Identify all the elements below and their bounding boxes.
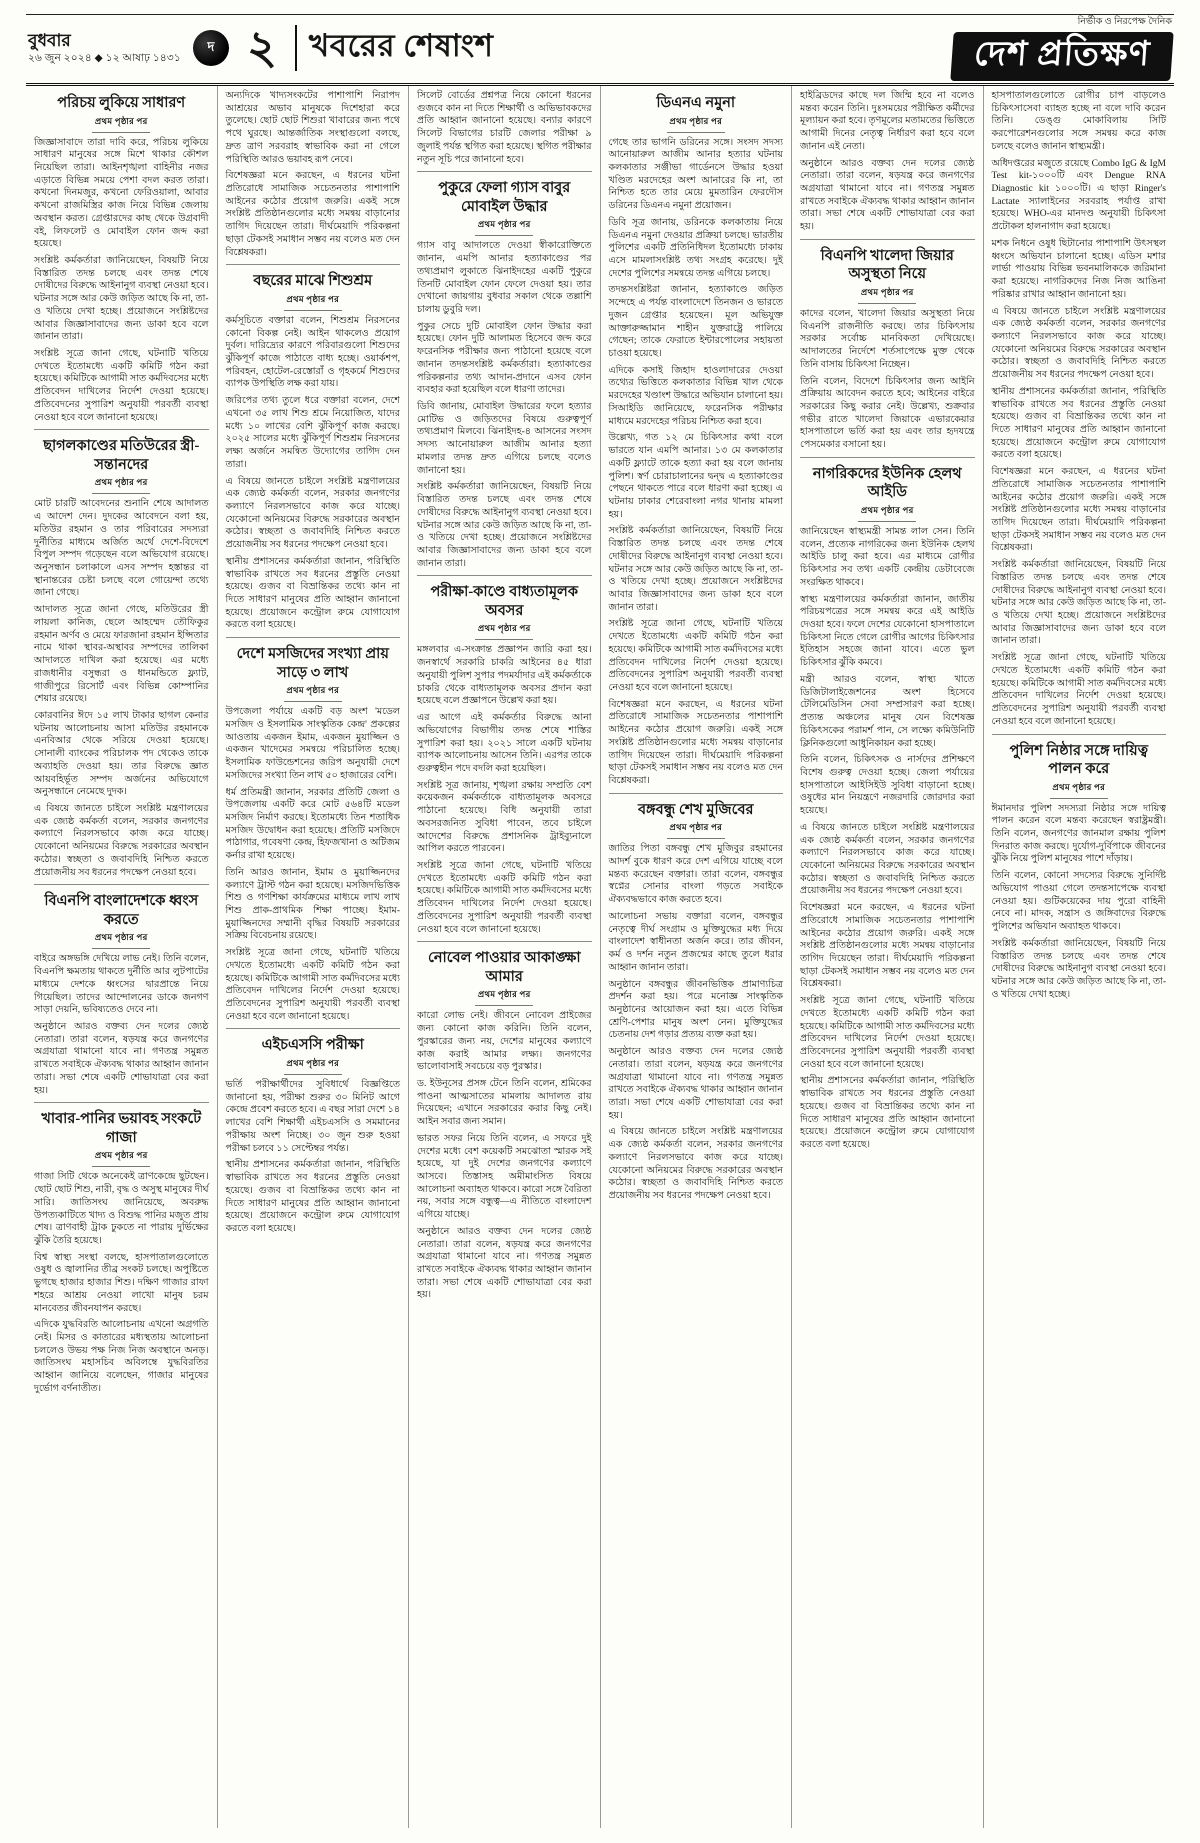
column-4 xyxy=(601,86,793,1828)
article-paragraph: এ বিষয়ে জানতে চাইলে সংশ্লিষ্ট মন্ত্রণালয়ের এক জ্যেষ্ঠ কর্মকর্তা বলেন, সরকার জনগণের কল্যাণে নিরলসভাবে কাজ করে যাচ্ছে। যেকোনো অনিয়মের বিরুদ্ধে সরকারের অবস্থান কঠোর। স্বচ্ছতা ও জবাবদিহি নিশ্চিত করতে প্রয়োজনীয় সব ধরনের পদক্ষেপ নেওয়া হবে। xyxy=(800,822,975,897)
page-number: ২ xyxy=(246,22,277,73)
continued-from-label: প্রথম পৃষ্ঠার পর xyxy=(417,218,592,236)
article xyxy=(417,575,592,936)
section-title: খবরের শেষাংশ xyxy=(308,28,494,63)
article-paragraph: স্থানীয় প্রশাসনের কর্মকর্তারা জানান, পরিস্থিতি স্বাভাবিক রাখতে সব ধরনের প্রস্তুতি নেওয়া হয়েছে। গুজব বা বিভ্রান্তিকর তথ্যে কান না দিতে সাধারণ মানুষের প্রতি আহ্বান জানানো হয়েছে। প্রয়োজনে কন্ট্রোল রুমে যোগাযোগ করতে বলা হয়েছে। xyxy=(991,386,1166,461)
article-paragraph: অনুষ্ঠানে আরও বক্তব্য দেন দলের জ্যেষ্ঠ নেতারা। তারা বলেন, ষড়যন্ত্র করে জনগণের অগ্রযাত্রা থামানো যাবে না। গণতন্ত্র সমুন্নত রাখতে সবাইকে ঐক্যবদ্ধ থাকার আহ্বান জানান তারা। সভা শেষে একটি শোভাযাত্রা বের করা হয়। xyxy=(608,1047,783,1121)
continued-from-label: প্রথম পৃষ্ঠার পর xyxy=(992,781,1167,799)
article-paragraph: উপজেলা পর্যায়ে একটি বড় অংশ 'মডেল মসজিদ ও ইসলামিক সাংস্কৃতিক কেন্দ্র' প্রকল্পের আওতায় একজন ইমাম, একজন মুয়াজ্জিন ও একজন খাদেমের সমন্বয়ে পরিচালিত হচ্ছে। ইসলামিক ফাউন্ডেশনের জরিপ অনুযায়ী দেশে মসজিদের সংখ্যা তিন লাখ ৫০ হাজারের বেশি। xyxy=(225,707,400,781)
article-paragraph: ভারত সফর নিয়ে তিনি বলেন, এ সফরে দুই দেশের মধ্যে বেশ কয়েকটি সমঝোতা স্মারক সই হয়েছে, যা দুই দেশের জনগণের কল্যাণে আসবে। তিস্তাসহ অমীমাংসিত বিষয়ে আলোচনা অব্যাহত থাকবে। কারো সঙ্গে বৈরিতা নয়, সবার সঙ্গে বন্ধুত্ব—এ নীতিতে বাংলাদেশ এগিয়ে যাচ্ছে। xyxy=(417,1133,592,1221)
continued-from-label: প্রথম পৃষ্ঠার পর xyxy=(609,115,784,133)
article-paragraph: তিনি বলেন, চিকিৎসক ও নার্সদের প্রশিক্ষণে বিশেষ গুরুত্ব দেওয়া হচ্ছে। জেলা পর্যায়ের হাসপাতালে আইসিইউ সুবিধা বাড়ানো হচ্ছে। ওষুধের মান নিয়ন্ত্রণে নজরদারি জোরদার করা হয়েছে। xyxy=(800,755,975,817)
article-paragraph: হাইব্রিডদের কাছে দল জিম্মি হবে না বলেও মন্তব্য করেন তিনি। দুঃসময়ের পরীক্ষিত কর্মীদের মূল্যায়ন করা হবে। তৃণমূলের মতামতের ভিত্তিতে আগামী দিনের নেতৃত্ব নির্ধারণ করা হবে বলে জানান এই নেতা। xyxy=(800,91,975,152)
article xyxy=(800,457,975,1152)
paper-emblem-icon: দ xyxy=(193,30,229,66)
article-paragraph: এ বিষয়ে জানতে চাইলে সংশ্লিষ্ট মন্ত্রণালয়ের এক জ্যেষ্ঠ কর্মকর্তা বলেন, সরকার জনগণের কল্যাণে নিরলসভাবে কাজ করে যাচ্ছে। যেকোনো অনিয়মের বিরুদ্ধে সরকারের অবস্থান কঠোর। স্বচ্ছতা ও জবাবদিহি নিশ্চিত করতে প্রয়োজনীয় সব ধরনের পদক্ষেপ নেওয়া হবে। xyxy=(991,306,1166,381)
article-paragraph: ঈমানদার পুলিশ সদস্যরা নিষ্ঠার সঙ্গে দায়িত্ব পালন করেন বলে মন্তব্য করেছেন স্বরাষ্ট্রমন্ত্রী। তিনি বলেন, জনগণের জানমাল রক্ষায় পুলিশ দিনরাত কাজ করছে। দুর্যোগ-দুর্বিপাকে জীবনের ঝুঁকি নিয়ে পুলিশ মানুষের পাশে দাঁড়ায়। xyxy=(991,803,1166,865)
article xyxy=(226,637,401,1023)
article-paragraph: বিশেষজ্ঞরা মনে করছেন, এ ধরনের ঘটনা প্রতিরোধে সামাজিক সচেতনতার পাশাপাশি আইনের কঠোর প্রয়োগ জরুরি। একই সঙ্গে সংশ্লিষ্ট প্রতিষ্ঠানগুলোর মধ্যে সমন্বয় বাড়ানোর তাগিদ দিয়েছেন তারা। দীর্ঘমেয়াদি পরিকল্পনা ছাড়া টেকসই সমাধান সম্ভব নয় বলেও মত দেন বিশ্লেষকরা। xyxy=(991,467,1166,554)
article-paragraph: কর্মসূচিতে বক্তারা বলেন, শিশুশ্রম নিরসনের কোনো বিকল্প নেই। আইন থাকলেও প্রয়োগ দুর্বল। দারিদ্র্যের কারণে পরিবারগুলো শিশুদের ঝুঁকিপূর্ণ কাজে পাঠাতে বাধ্য হচ্ছে। ওয়ার্কশপ, পরিবহন, হোটেল-রেস্তোরাঁ ও গৃহকর্মে শিশুদের ব্যাপক উপস্থিতি লক্ষ করা যায়। xyxy=(225,315,400,390)
article-paragraph: কাদের বলেন, খালেদা জিয়ার অসুস্থতা নিয়ে বিএনপি রাজনীতি করছে। তার চিকিৎসায় সরকার সর্বোচ্চ মানবিকতা দেখিয়েছে। আদালতের নির্দেশে শর্তসাপেক্ষে মুক্ত থেকে তিনি বাসায় চিকিৎসা নিচ্ছেন। xyxy=(800,309,975,370)
article-paragraph: বিশেষজ্ঞরা মনে করছেন, এ ধরনের ঘটনা প্রতিরোধে সামাজিক সচেতনতার পাশাপাশি আইনের কঠোর প্রয়োগ জরুরি। একই সঙ্গে সংশ্লিষ্ট প্রতিষ্ঠানগুলোর মধ্যে সমন্বয় বাড়ানোর তাগিদ দিয়েছেন তারা। দীর্ঘমেয়াদি পরিকল্পনা ছাড়া টেকসই সমাধান সম্ভব নয় বলেও মত দেন বিশ্লেষকরা। xyxy=(800,903,975,990)
article-paragraph: এদিকে কসাই জিহাদ হাওলাদারের দেওয়া তথ্যের ভিত্তিতে কলকাতার বিভিন্ন খাল থেকে মরদেহের খণ্ডাংশ উদ্ধারে অভিযান চালানো হয়। সিআইডি জানিয়েছে, ফরেনসিক পরীক্ষার মাধ্যমে মরদেহের পরিচয় নিশ্চিত করা হবে। xyxy=(608,365,783,427)
continued-from-label: প্রথম পৃষ্ঠার পর xyxy=(34,115,209,133)
article-headline: এইচএসসি পরীক্ষা xyxy=(261,1037,364,1054)
article-continuation xyxy=(417,90,592,166)
article xyxy=(992,734,1167,1002)
masthead-tagline: নির্ভীক ও নিরপেক্ষ দৈনিক xyxy=(1077,17,1172,28)
article-paragraph: বিশেষজ্ঞরা মনে করছেন, এ ধরনের ঘটনা প্রতিরোধে সামাজিক সচেতনতার পাশাপাশি আইনের কঠোর প্রয়োগ জরুরি। একই সঙ্গে সংশ্লিষ্ট প্রতিষ্ঠানগুলোর মধ্যে সমন্বয় বাড়ানোর তাগিদ দিয়েছেন তারা। দীর্ঘমেয়াদি পরিকল্পনা ছাড়া টেকসই সমাধান সম্ভব নয় বলেও মত দেন বিশ্লেষকরা। xyxy=(225,171,400,258)
article-continuation xyxy=(800,90,975,234)
article-headline: বছরের মাঝে শিশুশ্রম xyxy=(253,273,373,290)
article-headline: বিএনপি খালেদা জিয়ার অসুস্থতা নিয়ে xyxy=(820,247,954,283)
article-paragraph: গাজা সিটি থেকে অনেকেই ত্রাণকেন্দ্রে ছুটছেন। ছোট ছোট শিশু, নারী, বৃদ্ধ ও অসুস্থ মানুষের দীর্ঘ সারি। জাতিসংঘ জানিয়েছে, অবরুদ্ধ উপত্যকাটিতে খাদ্য ও বিশুদ্ধ পানির মজুত প্রায় শেষ। ত্রাণবাহী ট্রাক ঢুকতে না পারায় দুর্ভিক্ষের ঝুঁকি তৈরি হয়েছে। xyxy=(34,1172,209,1246)
masthead-block xyxy=(952,15,1172,81)
article-paragraph: ড. ইউনূসের প্রসঙ্গ টেনে তিনি বলেন, শ্রমিকের পাওনা আত্মসাতের মামলায় আদালত রায় দিয়েছেন; এখানে সরকারের করার কিছু নেই। আইন সবার জন্য সমান। xyxy=(417,1078,592,1128)
article-paragraph: অন্যদিকে খাদ্যসংকটের পাশাপাশি নিরাপদ আশ্রয়ের অভাব মানুষকে দিশেহারা করে তুলেছে। ছোট ছোট শিশুরা খাবারের জন্য পথে পথে ঘুরছে। আন্তর্জাতিক সংস্থাগুলো বলছে, দ্রুত ত্রাণ সরবরাহ স্বাভাবিক করা না গেলে পরিস্থিতি আরও ভয়াবহ রূপ নেবে। xyxy=(225,91,400,165)
article-paragraph: জিজ্ঞাসাবাদে তারা দাবি করে, পরিচয় লুকিয়ে সাধারণ মানুষের সঙ্গে মিশে থাকার কৌশল নিয়েছিল তারা। আইনশৃঙ্খলা বাহিনীর নজর এড়াতে বিভিন্ন সময়ে পেশা বদল করত তারা। কখনো দিনমজুর, কখনো ফেরিওয়ালা, আবার কখনো রাজমিস্ত্রির কাজ নিয়ে বিভিন্ন জেলায় অবস্থান করত। গ্রেপ্তারদের কাছ থেকে উগ্রবাদী বই, লিফলেট ও মোবাইল ফোন জব্দ করা হয়েছে। xyxy=(34,137,209,250)
article-paragraph: কারো লোভ নেই। জীবনে নোবেল প্রাইজের জন্য কোনো কাজ করিনি। তিনি বলেন, পুরস্কারের জন্য নয়, দেশের মানুষের কল্যাণে কাজ করাই আমার লক্ষ্য। জনগণের ভালোবাসাই সবচেয়ে বড় পুরস্কার। xyxy=(417,1011,592,1073)
article-paragraph: ভর্তি পরীক্ষার্থীদের সুবিধার্থে বিজ্ঞপ্তিতে জানানো হয়, পরীক্ষা শুরুর ৩০ মিনিট আগে কেন্দ্রে প্রবেশ করতে হবে। এ বছর সারা দেশে ১৪ লাখের বেশি শিক্ষার্থী এইচএসসি ও সমমানের পরীক্ষায় অংশ নিচ্ছে। ৩০ জুন শুরু হওয়া পরীক্ষা চলবে ১১ সেপ্টেম্বর পর্যন্ত। xyxy=(225,1080,400,1154)
column-2 xyxy=(218,86,410,1828)
article-paragraph: সিলেট বোর্ডের প্রশ্নপত্র নিয়ে কোনো ধরনের গুজবে কান না দিতে শিক্ষার্থী ও অভিভাবকদের প্রতি আহ্বান জানানো হয়েছে। বন্যার কারণে সিলেট বিভাগের চারটি জেলার পরীক্ষা ৯ জুলাই পর্যন্ত স্থগিত করা হয়েছে। স্থগিত পরীক্ষার নতুন সূচি পরে জানানো হবে। xyxy=(417,91,592,165)
article-paragraph: তিনি বলেন, কোনো সদস্যের বিরুদ্ধে সুনির্দিষ্ট অভিযোগ পাওয়া গেলে তদন্তসাপেক্ষে ব্যবস্থা নেওয়া হয়। গুটিকয়েকের দায় পুরো বাহিনী নেবে না। মাদক, সন্ত্রাস ও জঙ্গিবাদের বিরুদ্ধে পুলিশের অভিযান অব্যাহত থাকবে। xyxy=(991,871,1166,933)
article-paragraph: সংশ্লিষ্ট কর্মকর্তারা জানিয়েছেন, বিষয়টি নিয়ে বিস্তারিত তদন্ত চলছে এবং তদন্ত শেষে দোষীদের বিরুদ্ধে আইনানুগ ব্যবস্থা নেওয়া হবে। ঘটনার সঙ্গে আর কেউ জড়িত আছে কি না, তা-ও খতিয়ে দেখা হচ্ছে। প্রয়োজনে সংশ্লিষ্টদের আবার জিজ্ঞাসাবাদের জন্য ডাকা হবে বলে জানান তারা। xyxy=(34,256,209,343)
article-headline: পুলিশ নিষ্ঠার সঙ্গে দায়িত্ব পালন করে xyxy=(1009,742,1149,778)
article-paragraph: তিনি বলেন, বিদেশে চিকিৎসার জন্য আইনি প্রক্রিয়ায় আবেদন করতে হবে; আইনের বাইরে সরকারের কিছু করার নেই। উল্লেখ্য, শুক্রবার গভীর রাতে খালেদা জিয়াকে এভারকেয়ার হাসপাতালে ভর্তি করা হয় এবং তার হৃদযন্ত্রে পেসমেকার বসানো হয়। xyxy=(800,376,975,451)
continued-from-label: প্রথম পৃষ্ঠার পর xyxy=(417,988,592,1006)
article-paragraph: অনুষ্ঠানে আরও বক্তব্য দেন দলের জ্যেষ্ঠ নেতারা। তারা বলেন, ষড়যন্ত্র করে জনগণের অগ্রযাত্রা থামানো যাবে না। গণতন্ত্র সমুন্নত রাখতে সবাইকে ঐক্যবদ্ধ থাকার আহ্বান জানান তারা। সভা শেষে একটি শোভাযাত্রা বের করা হয়। xyxy=(34,1021,209,1096)
article-paragraph: জানিয়েছেন স্বাস্থ্যমন্ত্রী সামন্ত লাল সেন। তিনি বলেন, প্রত্যেক নাগরিকের জন্য ইউনিক হেলথ আইডি চালু করা হবে। এর মাধ্যমে রোগীর চিকিৎসার সব তথ্য একটি কেন্দ্রীয় ডেটাবেজে সংরক্ষিত থাকবে। xyxy=(800,527,975,588)
article-paragraph: বাইরে অঙ্গভঙ্গি দেখিয়ে লাভ নেই। তিনি বলেন, বিএনপি ক্ষমতায় থাকতে দুর্নীতি আর লুটপাটের মাধ্যমে দেশকে ধ্বংসের দ্বারপ্রান্তে নিয়ে গিয়েছিল। তাদের আন্দোলনের ডাকে জনগণ সাড়া দেয়নি, ভবিষ্যতেও দেবে না। xyxy=(34,954,209,1016)
article-headline: পুকুরে ফেলা গ্যাস বাবুর মোবাইল উদ্ধার xyxy=(438,180,571,215)
article-paragraph: এর আগে এই কর্মকর্তার বিরুদ্ধে আনা অভিযোগের বিভাগীয় তদন্ত শেষে শাস্তির সুপারিশ করা হয়। ২০২১ সালে একটি ঘটনায় ব্যাপক আলোচনায় আসেন তিনি। এরপর তাকে গুরুত্বহীন পদে বদলি করা হয়েছিল। xyxy=(417,713,592,774)
article-paragraph: পুকুর সেচে দুটি মোবাইল ফোন উদ্ধার করা হয়েছে। ফোন দুটি আলামত হিসেবে জব্দ করে ফরেনসিক পরীক্ষার জন্য পাঠানো হয়েছে বলে জানান তদন্তসংশ্লিষ্ট কর্মকর্তারা। হত্যাকাণ্ডের পরিকল্পনার তথ্য আদান-প্রদানে এসব ফোন ব্যবহার করা হয়েছিল বলে ধারণা তাদের। xyxy=(417,321,592,396)
article-paragraph: সংশ্লিষ্ট সূত্রে জানা গেছে, ঘটনাটি খতিয়ে দেখতে ইতোমধ্যে একটি কমিটি গঠন করা হয়েছে। কমিটিকে আগামী সাত কর্মদিবসের মধ্যে প্রতিবেদন দাখিলের নির্দেশ দেওয়া হয়েছে। প্রতিবেদনের সুপারিশ অনুযায়ী পরবর্তী ব্যবস্থা নেওয়া হবে বলে জানানো হয়েছে। xyxy=(991,653,1166,727)
continued-from-label: প্রথম পৃষ্ঠার পর xyxy=(226,1057,401,1075)
article xyxy=(226,1028,401,1235)
weekday-label: বুধবার xyxy=(28,31,71,51)
article-headline: খাবার-পানির ভয়াবহ সংকটে গাজা xyxy=(41,1111,202,1146)
article-paragraph: ডিবি সূত্র জানায়, ডরিনকে কলকাতায় নিয়ে ডিএনএ নমুনা দেওয়ার প্রক্রিয়া চলছে। ভারতীয় পুলিশের একটি প্রতিনিধিদল ইতোমধ্যে ঢাকায় এসে মামলাসংশ্লিষ্ট তথ্য সংগ্রহ করেছে। দুই দেশের পুলিশের সমন্বয়ে তদন্ত এগিয়ে চলছে। xyxy=(608,217,783,279)
article xyxy=(800,239,975,452)
article-paragraph: জরিপের তথ্য তুলে ধরে বক্তারা বলেন, দেশে এখনো ৩৫ লাখ শিশু শ্রমে নিয়োজিত, যাদের মধ্যে ১০ লাখের বেশি ঝুঁকিপূর্ণ কাজ করছে। ২০২৫ সালের মধ্যে ঝুঁকিপূর্ণ শিশুশ্রম নিরসনের লক্ষ্য অর্জনে সমন্বিত উদ্যোগের তাগিদ দেন তারা। xyxy=(225,396,400,470)
article-paragraph: ডিবি জানায়, মোবাইল উদ্ধারের ফলে হত্যার মোটিভ ও জড়িতদের বিষয়ে গুরুত্বপূর্ণ তথ্যপ্রমাণ মিলবে। ঝিনাইদহ-৪ আসনের সংসদ সদস্য আনোয়ারুল আজীম আনার হত্যা মামলার তদন্ত দ্রুত এগিয়ে চলছে বলেও জানানো হয়। xyxy=(417,402,592,476)
article xyxy=(34,1102,209,1395)
article-headline: পরিচয় লুকিয়ে সাধারণ xyxy=(57,95,186,111)
column-3 xyxy=(409,86,601,1828)
article-paragraph: অনুষ্ঠানে আরও বক্তব্য দেন দলের জ্যেষ্ঠ নেতারা। তারা বলেন, ষড়যন্ত্র করে জনগণের অগ্রযাত্রা থামানো যাবে না। গণতন্ত্র সমুন্নত রাখতে সবাইকে ঐক্যবদ্ধ থাকার আহ্বান জানান তারা। সভা শেষে একটি শোভাযাত্রা বের করা হয়। xyxy=(800,158,975,233)
column-1 xyxy=(26,86,218,1828)
article-paragraph: সংশ্লিষ্ট কর্মকর্তারা জানিয়েছেন, বিষয়টি নিয়ে বিস্তারিত তদন্ত চলছে এবং তদন্ত শেষে দোষীদের বিরুদ্ধে আইনানুগ ব্যবস্থা নেওয়া হবে। ঘটনার সঙ্গে আর কেউ জড়িত আছে কি না, তা-ও খতিয়ে দেখা হচ্ছে। প্রয়োজনে সংশ্লিষ্টদের আবার জিজ্ঞাসাবাদের জন্য ডাকা হবে বলে জানান তারা। xyxy=(417,482,592,569)
article-paragraph: মঙ্গলবার এ-সংক্রান্ত প্রজ্ঞাপন জারি করা হয়। জনস্বার্থে সরকারি চাকরি আইনের ৪৫ ধারা অনুযায়ী পুলিশ সুপার পদমর্যাদার এই কর্মকর্তাকে চাকরি থেকে বাধ্যতামূলক অবসর প্রদান করা হয়েছে বলে প্রজ্ঞাপনে উল্লেখ করা হয়। xyxy=(417,645,592,707)
columns xyxy=(26,86,1174,1828)
continued-from-label: প্রথম পৃষ্ঠার পর xyxy=(226,293,401,311)
article-paragraph: মশক নিধনে ওষুধ ছিটানোর পাশাপাশি উৎসস্থল ধ্বংসে অভিযান চালানো হচ্ছে। এডিস মশার লার্ভা পাওয়ায় বিভিন্ন ভবনমালিককে জরিমানা করা হয়েছে। নাগরিকদের নিজ নিজ আঙিনা পরিষ্কার রাখার আহ্বান জানানো হয়। xyxy=(991,238,1166,300)
article-headline: বঙ্গবন্ধু শেখ মুজিবের xyxy=(637,801,754,818)
article-paragraph: গেছে তার ভাগনি ডরিনের সঙ্গে। সংসদ সদস্য আনোয়ারুল আজীম আনার হত্যার ঘটনায় কলকাতার সঞ্জীভা গার্ডেনসে উদ্ধার হওয়া খণ্ডিত মরদেহের অংশ আনারের কি না, তা নিশ্চিত হতে তার মেয়ে মুমতারিন ফেরদৌস ডরিনের ডিএনএ নমুনা প্রয়োজন। xyxy=(608,137,783,212)
column-6 xyxy=(984,86,1175,1828)
article xyxy=(34,884,209,1097)
article-paragraph: সংশ্লিষ্ট কর্মকর্তারা জানিয়েছেন, বিষয়টি নিয়ে বিস্তারিত তদন্ত চলছে এবং তদন্ত শেষে দোষীদের বিরুদ্ধে আইনানুগ ব্যবস্থা নেওয়া হবে। ঘটনার সঙ্গে আর কেউ জড়িত আছে কি না, তা-ও খতিয়ে দেখা হচ্ছে। প্রয়োজনে সংশ্লিষ্টদের আবার জিজ্ঞাসাবাদের জন্য ডাকা হবে বলে জানান তারা। xyxy=(991,560,1166,647)
article xyxy=(417,941,592,1302)
article-paragraph: হাসপাতালগুলোতে রোগীর চাপ বাড়লেও চিকিৎসাসেবা ব্যাহত হচ্ছে না বলে দাবি করেন তিনি। ডেঙ্গু মোকাবিলায় সিটি করপোরেশনগুলোর সঙ্গে সমন্বয় করে কাজ চলছে বলেও জানান স্বাস্থ্যমন্ত্রী। xyxy=(991,91,1166,152)
article-headline: ছাগলকাণ্ডের মতিউরের স্ত্রী-সন্তানদের xyxy=(43,438,200,473)
article-continuation xyxy=(992,90,1167,729)
date-block xyxy=(28,31,181,65)
article-headline: নোবেল পাওয়ার আকাঙ্ক্ষা আমার xyxy=(427,950,581,985)
page-header xyxy=(26,14,1174,86)
article-paragraph: সংশ্লিষ্ট সূত্রে জানা গেছে, ঘটনাটি খতিয়ে দেখতে ইতোমধ্যে একটি কমিটি গঠন করা হয়েছে। কমিটিকে আগামী সাত কর্মদিবসের মধ্যে প্রতিবেদন দাখিলের নির্দেশ দেওয়া হয়েছে। প্রতিবেদনের সুপারিশ অনুযায়ী পরবর্তী ব্যবস্থা নেওয়া হবে বলে জানানো হয়েছে। xyxy=(800,996,975,1070)
continued-from-label: প্রথম পৃষ্ঠার পর xyxy=(34,931,209,949)
article-paragraph: তিনি আরও জানান, ইমাম ও মুয়াজ্জিনদের কল্যাণে ট্রাস্ট গঠন করা হয়েছে। মসজিদভিত্তিক শিশু ও গণশিক্ষা কার্যক্রমের মাধ্যমে লাখ লাখ শিশু প্রাক-প্রাথমিক শিক্ষা পাচ্ছে। ইমাম-মুয়াজ্জিনদের সম্মানী বৃদ্ধির বিষয়টি সরকারের সক্রিয় বিবেচনায় রয়েছে। xyxy=(225,867,400,942)
column-5 xyxy=(792,86,984,1828)
article xyxy=(34,94,209,424)
continued-from-label: প্রথম পৃষ্ঠার পর xyxy=(226,684,401,702)
article-paragraph: মোট চারটি আবেদনের শুনানি শেষে আদালত এ আদেশ দেন। দুদকের আবেদনে বলা হয়, মতিউর রহমান ও তার পরিবারের সদস্যরা দুর্নীতির মাধ্যমে অর্জিত অর্থে দেশে-বিদেশে বিপুল সম্পদ গড়েছেন বলে অভিযোগ রয়েছে। অনুসন্ধান চলাকালে এসব সম্পদ হস্তান্তর বা স্থানান্তরের চেষ্টা চলছে বলে গোয়েন্দা তথ্যে জানা গেছে। xyxy=(34,499,209,599)
continued-from-label: প্রথম পৃষ্ঠার পর xyxy=(800,504,975,522)
article-paragraph: সংশ্লিষ্ট সূত্রে জানা গেছে, ঘটনাটি খতিয়ে দেখতে ইতোমধ্যে একটি কমিটি গঠন করা হয়েছে। কমিটিকে আগামী সাত কর্মদিবসের মধ্যে প্রতিবেদন দাখিলের নির্দেশ দেওয়া হয়েছে। প্রতিবেদনের সুপারিশ অনুযায়ী পরবর্তী ব্যবস্থা নেওয়া হবে বলে জানানো হয়েছে। xyxy=(34,349,209,423)
article-paragraph: সংশ্লিষ্ট কর্মকর্তারা জানিয়েছেন, বিষয়টি নিয়ে বিস্তারিত তদন্ত চলছে এবং তদন্ত শেষে দোষীদের বিরুদ্ধে আইনানুগ ব্যবস্থা নেওয়া হবে। ঘটনার সঙ্গে আর কেউ জড়িত আছে কি না, তা-ও খতিয়ে দেখা হচ্ছে। xyxy=(991,938,1166,1000)
article-paragraph: স্থানীয় প্রশাসনের কর্মকর্তারা জানান, পরিস্থিতি স্বাভাবিক রাখতে সব ধরনের প্রস্তুতি নেওয়া হয়েছে। গুজব বা বিভ্রান্তিকর তথ্যে কান না দিতে সাধারণ মানুষের প্রতি আহ্বান জানানো হয়েছে। প্রয়োজনে কন্ট্রোল রুমে যোগাযোগ করতে বলা হয়েছে। xyxy=(225,1160,400,1234)
continued-from-label: প্রথম পৃষ্ঠার পর xyxy=(417,622,592,640)
article-paragraph: বিশেষজ্ঞরা মনে করছেন, এ ধরনের ঘটনা প্রতিরোধে সামাজিক সচেতনতার পাশাপাশি আইনের কঠোর প্রয়োগ জরুরি। একই সঙ্গে সংশ্লিষ্ট প্রতিষ্ঠানগুলোর মধ্যে সমন্বয় বাড়ানোর তাগিদ দিয়েছেন তারা। দীর্ঘমেয়াদি পরিকল্পনা ছাড়া টেকসই সমাধান সম্ভব নয় বলেও মত দেন বিশ্লেষকরা। xyxy=(608,699,783,787)
article-paragraph: স্বাস্থ্য মন্ত্রণালয়ের কর্মকর্তারা জানান, জাতীয় পরিচয়পত্রের সঙ্গে সমন্বয় করে এই আইডি দেওয়া হবে। ফলে দেশের যেকোনো হাসপাতালে চিকিৎসা নিতে গেলে রোগীর আগের চিকিৎসার ইতিহাস সহজে জানা যাবে। এতে ভুল চিকিৎসার ঝুঁকি কমবে। xyxy=(800,594,975,669)
article-headline: পরীক্ষা-কাণ্ডে বাধ্যতামূলক অবসর xyxy=(430,584,579,619)
article xyxy=(609,94,784,788)
article-paragraph: এদিকে যুদ্ধবিরতি আলোচনায় এখনো অগ্রগতি নেই। মিসর ও কাতারের মধ্যস্থতায় আলোচনা চললেও উভয় পক্ষ নিজ নিজ অবস্থানে অনড়। জাতিসংঘ মহাসচিব অবিলম্বে যুদ্ধবিরতির আহ্বান জানিয়ে বলেছেন, গাজার মানুষের দুর্ভোগ বর্ণনাতীত। xyxy=(34,1320,209,1394)
article-paragraph: বিশ্ব স্বাস্থ্য সংস্থা বলছে, হাসপাতালগুলোতে ওষুধ ও জ্বালানির তীব্র সংকট চলছে। অপুষ্টিতে ভুগছে হাজার হাজার শিশু। দক্ষিণ গাজার রাফা শহরে আশ্রয় নেওয়া লাখো মানুষ চরম মানবেতর জীবনযাপন করছে। xyxy=(34,1252,209,1314)
article-paragraph: গ্যাস বাবু আদালতে দেওয়া স্বীকারোক্তিতে জানান, এমপি আনার হত্যাকাণ্ডের পর তথ্যপ্রমাণ লুকাতে ঝিনাইদহের একটি পুকুরে তিনটি মোবাইল ফোন ফেলে দেওয়া হয়। তার দেখানো জায়গায় বুধবার সকাল থেকে তল্লাশি চালায় ডুবুরি দল। xyxy=(417,241,592,315)
article-paragraph: সংশ্লিষ্ট কর্মকর্তারা জানিয়েছেন, বিষয়টি নিয়ে বিস্তারিত তদন্ত চলছে এবং তদন্ত শেষে দোষীদের বিরুদ্ধে আইনানুগ ব্যবস্থা নেওয়া হবে। ঘটনার সঙ্গে আর কেউ জড়িত আছে কি না, তা-ও খতিয়ে দেখা হচ্ছে। প্রয়োজনে সংশ্লিষ্টদের আবার জিজ্ঞাসাবাদের জন্য ডাকা হবে বলে জানান তারা। xyxy=(608,526,783,613)
article-paragraph: সংশ্লিষ্ট সূত্রে জানা গেছে, ঘটনাটি খতিয়ে দেখতে ইতোমধ্যে একটি কমিটি গঠন করা হয়েছে। কমিটিকে আগামী সাত কর্মদিবসের মধ্যে প্রতিবেদন দাখিলের নির্দেশ দেওয়া হয়েছে। প্রতিবেদনের সুপারিশ অনুযায়ী পরবর্তী ব্যবস্থা নেওয়া হবে বলে জানানো হয়েছে। xyxy=(608,619,783,694)
article-paragraph: তদন্তসংশ্লিষ্টরা জানান, হত্যাকাণ্ডে জড়িত সন্দেহে এ পর্যন্ত বাংলাদেশে তিনজন ও ভারতে দুজন গ্রেপ্তার হয়েছেন। মূল অভিযুক্ত আক্তারুজ্জামান শাহীন যুক্তরাষ্ট্রে পালিয়ে গেছেন; তাকে ফেরাতে ইন্টারপোলের সহায়তা চাওয়া হয়েছে। xyxy=(608,285,783,360)
article-paragraph: উল্লেখ্য, গত ১২ মে চিকিৎসার কথা বলে ভারতে যান এমপি আনার। ১৩ মে কলকাতার একটি ফ্ল্যাটে তাকে হত্যা করা হয় বলে জানায় পুলিশ। স্বর্ণ চোরাচালানের দ্বন্দ্ব এ হত্যাকাণ্ডের পেছনে থাকতে পারে বলে ধারণা করা হচ্ছে। এ ঘটনায় ঢাকার শেরেবাংলা নগর থানায় মামলা হয়। xyxy=(608,433,783,520)
article-paragraph: এ বিষয়ে জানতে চাইলে সংশ্লিষ্ট মন্ত্রণালয়ের এক জ্যেষ্ঠ কর্মকর্তা বলেন, সরকার জনগণের কল্যাণে নিরলসভাবে কাজ করে যাচ্ছে। যেকোনো অনিয়মের বিরুদ্ধে সরকারের অবস্থান কঠোর। স্বচ্ছতা ও জবাবদিহি নিশ্চিত করতে প্রয়োজনীয় সব ধরনের পদক্ষেপ নেওয়া হবে। xyxy=(225,476,400,551)
article xyxy=(34,429,209,879)
article-paragraph: ধর্ম প্রতিমন্ত্রী জানান, সরকার প্রতিটি জেলা ও উপজেলায় একটি করে মোট ৫৬৪টি মডেল মসজিদ নির্মাণ করছে। ইতোমধ্যে তিন শতাধিক মসজিদ উদ্বোধন করা হয়েছে। প্রতিটি মসজিদে পাঠাগার, গবেষণা কেন্দ্র, হিফজখানা ও অটিজম কর্নার রাখা হয়েছে। xyxy=(225,787,400,862)
article-headline: ডিএনএ নমুনা xyxy=(656,95,736,111)
continued-from-label: প্রথম পৃষ্ঠার পর xyxy=(34,476,209,494)
article-paragraph: এ বিষয়ে জানতে চাইলে সংশ্লিষ্ট মন্ত্রণালয়ের এক জ্যেষ্ঠ কর্মকর্তা বলেন, সরকার জনগণের কল্যাণে নিরলসভাবে কাজ করে যাচ্ছে। যেকোনো অনিয়মের বিরুদ্ধে সরকারের অবস্থান কঠোর। স্বচ্ছতা ও জবাবদিহি নিশ্চিত করতে প্রয়োজনীয় সব ধরনের পদক্ষেপ নেওয়া হবে। xyxy=(608,1127,783,1201)
article-paragraph: অধিদপ্তরের মজুতে রয়েছে Combo IgG & IgM Test kit-১০০০টি এবং Dengue RNA Diagnostic kit ১০০০টি। এ ছাড়া Ringer's Lactate স্যালাইনের সরবরাহ পর্যাপ্ত রাখা হয়েছে। WHO-এর মানদণ্ড অনুযায়ী চিকিৎসা প্রটোকল হালনাগাদ করা হয়েছে। xyxy=(991,158,1166,233)
continued-from-label: প্রথম পৃষ্ঠার পর xyxy=(800,286,975,304)
continued-from-label: প্রথম পৃষ্ঠার পর xyxy=(609,821,784,839)
article-paragraph: আলোচনা সভায় বক্তারা বলেন, বঙ্গবন্ধুর নেতৃত্বে দীর্ঘ সংগ্রাম ও মুক্তিযুদ্ধের মধ্য দিয়ে বাংলাদেশ স্বাধীনতা অর্জন করে। তার জীবন, কর্ম ও দর্শন নতুন প্রজন্মের কাছে তুলে ধরার আহ্বান জানান তারা। xyxy=(608,911,783,973)
article-paragraph: জাতির পিতা বঙ্গবন্ধু শেখ মুজিবুর রহমানের আদর্শ বুকে ধারণ করে দেশ এগিয়ে যাচ্ছে বলে মন্তব্য করেছেন বক্তারা। তারা বলেন, বঙ্গবন্ধুর স্বপ্নের সোনার বাংলা গড়তে সবাইকে ঐক্যবদ্ধভাবে কাজ করতে হবে। xyxy=(608,844,783,906)
article xyxy=(226,264,401,632)
article xyxy=(609,793,784,1203)
date-line: ২৬ জুন ২০২৪ ◆ ১২ আষাঢ় ১৪৩১ xyxy=(28,52,181,64)
article-headline: দেশে মসজিদের সংখ্যা প্রায় সাড়ে ৩ লাখ xyxy=(236,646,389,681)
article-continuation xyxy=(226,90,401,259)
article-paragraph: অনুষ্ঠানে বঙ্গবন্ধুর জীবনভিত্তিক প্রামাণ্যচিত্র প্রদর্শন করা হয়। পরে মনোজ্ঞ সাংস্কৃতিক অনুষ্ঠানের আয়োজন করা হয়। এতে বিভিন্ন শ্রেণি-পেশার মানুষ অংশ নেন। মুক্তিযুদ্ধের চেতনায় দেশ গড়ার প্রত্যয় ব্যক্ত করা হয়। xyxy=(608,979,783,1041)
article-paragraph: সংশ্লিষ্ট সূত্রে জানা গেছে, ঘটনাটি খতিয়ে দেখতে ইতোমধ্যে একটি কমিটি গঠন করা হয়েছে। কমিটিকে আগামী সাত কর্মদিবসের মধ্যে প্রতিবেদন দাখিলের নির্দেশ দেওয়া হয়েছে। প্রতিবেদনের সুপারিশ অনুযায়ী পরবর্তী ব্যবস্থা নেওয়া হবে বলে জানানো হয়েছে। xyxy=(225,948,400,1022)
article-headline: নাগরিকদের ইউনিক হেলথ আইডি xyxy=(812,465,962,501)
article-paragraph: অনুষ্ঠানে আরও বক্তব্য দেন দলের জ্যেষ্ঠ নেতারা। তারা বলেন, ষড়যন্ত্র করে জনগণের অগ্রযাত্রা থামানো যাবে না। গণতন্ত্র সমুন্নত রাখতে সবাইকে ঐক্যবদ্ধ থাকার আহ্বান জানান তারা। সভা শেষে একটি শোভাযাত্রা বের করা হয়। xyxy=(417,1226,592,1301)
article-paragraph: এ বিষয়ে জানতে চাইলে সংশ্লিষ্ট মন্ত্রণালয়ের এক জ্যেষ্ঠ কর্মকর্তা বলেন, সরকার জনগণের কল্যাণে নিরলসভাবে কাজ করে যাচ্ছে। যেকোনো অনিয়মের বিরুদ্ধে সরকারের অবস্থান কঠোর। স্বচ্ছতা ও জবাবদিহি নিশ্চিত করতে প্রয়োজনীয় সব ধরনের পদক্ষেপ নেওয়া হবে। xyxy=(34,803,209,878)
article-paragraph: কোরবানির ঈদে ১৫ লাখ টাকার ছাগল কেনার ঘটনায় আলোচনায় আসা মতিউর রহমানকে এনবিআর থেকে সরিয়ে দেওয়া হয়েছে। সোনালী ব্যাংকের পরিচালক পদ থেকেও তাকে অব্যাহতি দেওয়া হয়। তার বিরুদ্ধে জ্ঞাত আয়বহির্ভূত সম্পদ অর্জনের অভিযোগে অনুসন্ধানে নেমেছে দুদক। xyxy=(34,710,209,798)
header-divider xyxy=(295,25,297,71)
article-paragraph: সংশ্লিষ্ট সূত্র জানায়, শৃঙ্খলা রক্ষায় সম্প্রতি বেশ কয়েকজন কর্মকর্তাকে বাধ্যতামূলক অবসরে পাঠানো হয়েছে। বিধি অনুযায়ী তারা অবসরজনিত সুবিধা পাবেন, তবে চাইলে আদেশের বিরুদ্ধে প্রশাসনিক ট্রাইব্যুনালে আপিল করতে পারবেন। xyxy=(417,780,592,855)
article-paragraph: সংশ্লিষ্ট সূত্রে জানা গেছে, ঘটনাটি খতিয়ে দেখতে ইতোমধ্যে একটি কমিটি গঠন করা হয়েছে। কমিটিকে আগামী সাত কর্মদিবসের মধ্যে প্রতিবেদন দাখিলের নির্দেশ দেওয়া হয়েছে। প্রতিবেদনের সুপারিশ অনুযায়ী পরবর্তী ব্যবস্থা নেওয়া হবে বলে জানানো হয়েছে। xyxy=(417,860,592,935)
article-paragraph: মন্ত্রী আরও বলেন, স্বাস্থ্য খাতে ডিজিটালাইজেশনের অংশ হিসেবে টেলিমেডিসিন সেবা সম্প্রসারণ করা হচ্ছে। প্রত্যন্ত অঞ্চলের মানুষ যেন বিশেষজ্ঞ চিকিৎসকের পরামর্শ পান, সে লক্ষ্যে কমিউনিটি ক্লিনিকগুলো আধুনিকায়ন করা হচ্ছে। xyxy=(800,674,975,749)
article-headline: বিএনপি বাংলাদেশকে ধ্বংস করতে xyxy=(44,893,199,928)
article-paragraph: আদালত সূত্রে জানা গেছে, মতিউরের স্ত্রী লায়লা কানিজ, ছেলে আহম্মেদ তৌফিকুর রহমান অর্ণব ও মেয়ে ফারজানা রহমান ইপ্সিতার নামে থাকা স্থাবর-অস্থাবর সম্পদের তালিকা আদালতে দাখিল করা হয়েছে। এর মধ্যে রাজধানীর বসুন্ধরা ও ধানমন্ডিতে ফ্ল্যাট, গাজীপুরে রিসোর্ট এবং বিভিন্ন কোম্পানির শেয়ার রয়েছে। xyxy=(34,605,209,705)
continued-from-label: প্রথম পৃষ্ঠার পর xyxy=(34,1149,209,1167)
article-paragraph: স্থানীয় প্রশাসনের কর্মকর্তারা জানান, পরিস্থিতি স্বাভাবিক রাখতে সব ধরনের প্রস্তুতি নেওয়া হয়েছে। গুজব বা বিভ্রান্তিকর তথ্যে কান না দিতে সাধারণ মানুষের প্রতি আহ্বান জানানো হয়েছে। প্রয়োজনে কন্ট্রোল রুমে যোগাযোগ করতে বলা হয়েছে। xyxy=(225,556,400,631)
article xyxy=(417,171,592,570)
masthead-logo: দেশ প্রতিক্ষণ xyxy=(950,32,1173,81)
article-paragraph: স্থানীয় প্রশাসনের কর্মকর্তারা জানান, পরিস্থিতি স্বাভাবিক রাখতে সব ধরনের প্রস্তুতি নেওয়া হয়েছে। গুজব বা বিভ্রান্তিকর তথ্যে কান না দিতে সাধারণ মানুষের প্রতি আহ্বান জানানো হয়েছে। প্রয়োজনে কন্ট্রোল রুমে যোগাযোগ করতে বলা হয়েছে। xyxy=(800,1076,975,1151)
